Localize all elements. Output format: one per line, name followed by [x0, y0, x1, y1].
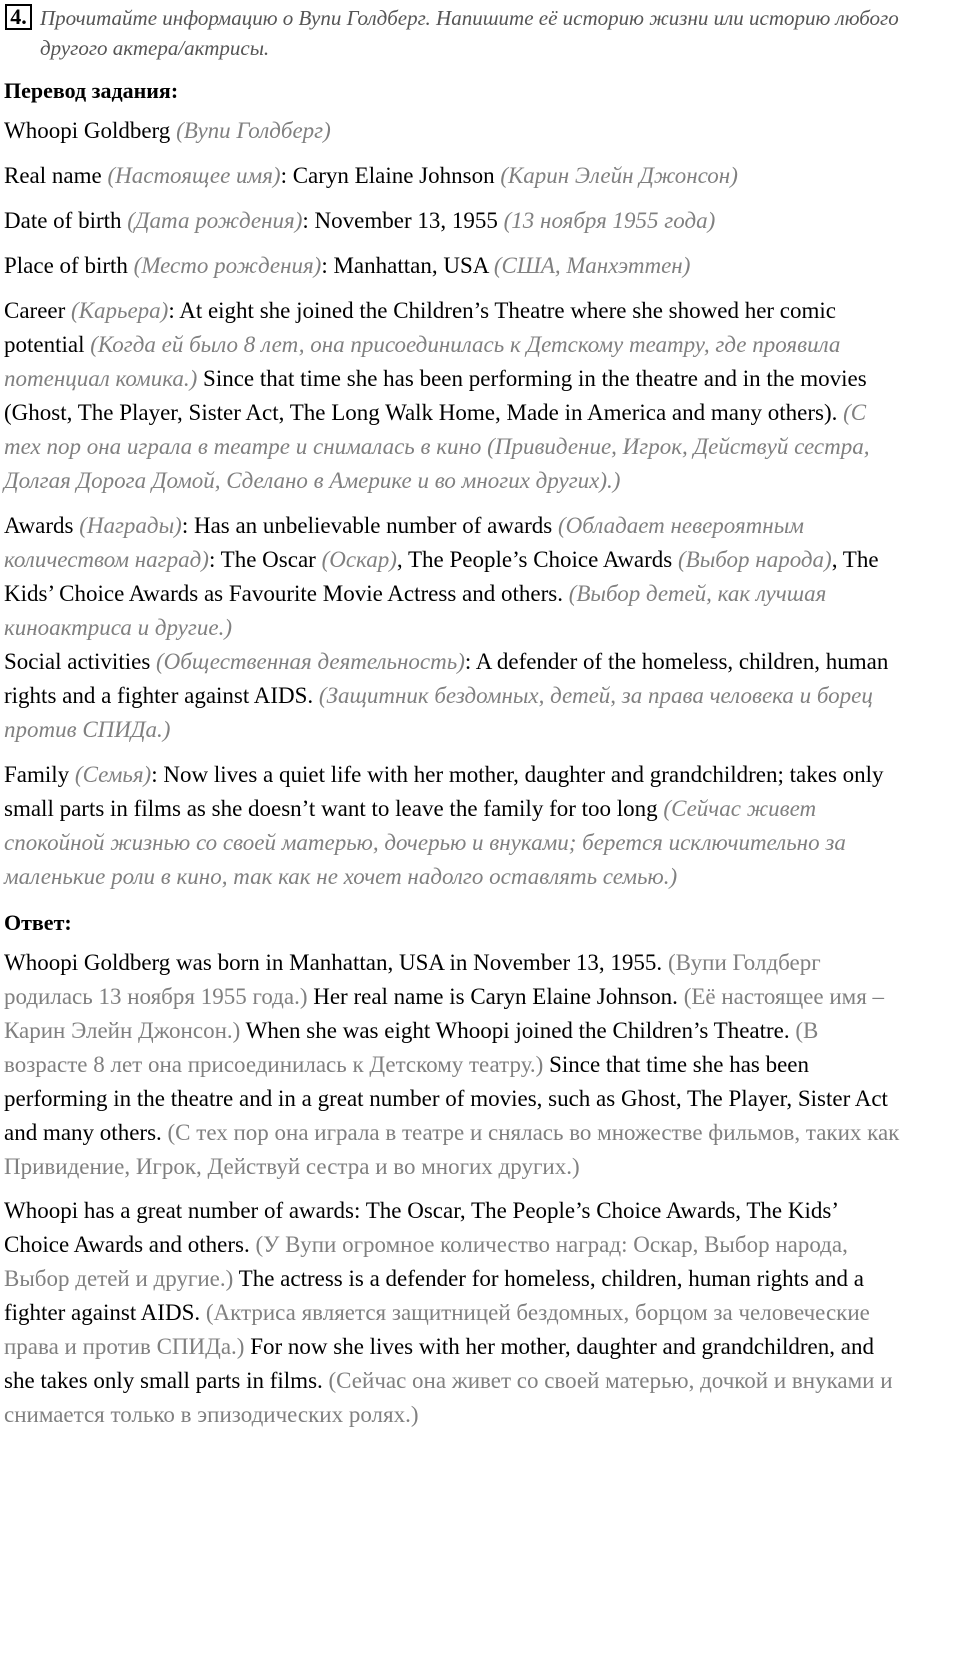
fact-awards-t3-ru: (Выбор народа) — [678, 547, 832, 572]
fact-family-text: Now lives a quiet life with her mother, daughter and grandchildren; takes only small parts in films as she doesn’t want to leave the family for too long — [4, 762, 884, 821]
answer-sentence: Since that time she has been performing in the theatre and in a great number of movies, such as Ghost, The Player, Sister Act and many others. — [4, 1052, 888, 1145]
exercise-page — [4, 0, 904, 1442]
fact-awards-label: Awards — [4, 513, 74, 538]
fact-awards-t3: , The People’s Choice Awards — [396, 547, 673, 572]
fact-real-name-label: Real name — [4, 163, 102, 188]
answer-sentence-ru: (Её настоящее имя – Карин Элейн Джонсон.) — [4, 984, 885, 1043]
fact-awards-t2-ru: (Оскар) — [321, 547, 397, 572]
answer-paragraph-1 — [4, 946, 904, 1184]
answer-sentence-ru: (Вупи Голдберг родилась 13 ноября 1955 года.) — [4, 950, 821, 1009]
fact-career-text2-ru: (С тех пор она играла в театре и снималась в кино (Привидение, Игрок, Действуй сестра, Долгая Дорога Домой, Сделано в Америке и во многих других).) — [4, 400, 870, 493]
fact-awards-t4-ru: (Выбор детей, как лучшая киноактриса и другие.) — [4, 581, 827, 640]
fact-career — [4, 294, 904, 498]
fact-awards-label-ru: (Награды) — [79, 513, 182, 538]
fact-date-of-birth — [4, 204, 904, 238]
answer-sentence-ru: (Актриса является защитницей бездомных, борцом за человеческие права и против СПИДа.) — [4, 1300, 870, 1359]
answer-paragraph-2 — [4, 1194, 904, 1432]
fact-career-label-ru: (Карьера) — [71, 298, 169, 323]
answer-sentence: When she was eight Whoopi joined the Children’s Theatre. — [245, 1018, 790, 1043]
fact-career-text1: At eight she joined the Children’s Theatre where she showed her comic potential — [4, 298, 837, 357]
separator: : — [464, 649, 476, 674]
fact-awards-t2: : The Oscar — [208, 547, 316, 572]
separator: : — [321, 253, 334, 278]
fact-social-label: Social activities — [4, 649, 151, 674]
fact-dob-value-ru: (13 ноября 1955 года) — [503, 208, 716, 233]
answer-sentence-ru: (Сейчас она живет со своей матерью, дочкой и внуками и снимается только в эпизодических ролях.) — [4, 1368, 893, 1427]
fact-family — [4, 758, 904, 894]
separator: : — [302, 208, 315, 233]
separator: : — [151, 762, 164, 787]
fact-pob-label-ru: (Место рождения) — [133, 253, 322, 278]
answer-sentence: Her real name is Caryn Elaine Johnson. — [313, 984, 678, 1009]
answer-sentence: Whoopi has a great number of awards: The Oscar, The People’s Choice Awards, The Kids’ Choice Awards and others. — [4, 1198, 838, 1257]
fact-social-label-ru: (Общественная деятельность) — [156, 649, 465, 674]
fact-career-text2: Since that time she has been performing in the theatre and in the movies (Ghost, The Player, Sister Act, The Long Walk Home, Made in America and many others). — [4, 366, 867, 425]
fact-place-of-birth — [4, 249, 904, 283]
fact-name — [4, 114, 904, 148]
fact-career-label: Career — [4, 298, 66, 323]
fact-real-name — [4, 159, 904, 193]
separator: : — [181, 513, 194, 538]
fact-awards-t1: Has an unbelievable number of awards — [193, 513, 553, 538]
fact-social-activities — [4, 645, 904, 747]
fact-awards-t4: , The Kids’ Choice Awards as Favourite Movie Actress and others. — [4, 547, 879, 606]
answer-heading: Ответ: — [4, 910, 72, 935]
separator: : — [280, 163, 293, 188]
fact-dob-value: November 13, 1955 — [314, 208, 498, 233]
task-number: 4. — [5, 4, 32, 30]
fact-name-ru: (Вупи Голдберг) — [176, 118, 331, 143]
translation-heading: Перевод задания: — [4, 78, 179, 103]
fact-awards — [4, 509, 904, 645]
fact-family-label: Family — [4, 762, 70, 787]
fact-social-text-ru: (Защитник бездомных, детей, за права человека и борец против СПИДа.) — [4, 683, 873, 742]
answer-sentence: The actress is a defender for homeless, children, human rights and a fighter against AIDS. — [4, 1266, 864, 1325]
fact-pob-value-ru: (США, Манхэттен) — [493, 253, 691, 278]
answer-sentence-ru: (У Вупи огромное количество наград: Оскар, Выбор народа, Выбор детей и другие.) — [4, 1232, 848, 1291]
answer-sentence: Whoopi Goldberg was born in Manhattan, USA in November 13, 1955. — [4, 950, 663, 975]
fact-real-name-value: Caryn Elaine Johnson — [292, 163, 495, 188]
fact-real-name-label-ru: (Настоящее имя) — [107, 163, 281, 188]
answer-sentence-ru: (В возрасте 8 лет она присоединилась к Детскому театру.) — [4, 1018, 819, 1077]
fact-dob-label: Date of birth — [4, 208, 122, 233]
answer-sentence-ru: (С тех пор она играла в театре и снялась во множестве фильмов, таких как Привидение, Игрок, Действуй сестра и во многих других.) — [4, 1120, 900, 1179]
fact-real-name-value-ru: (Карин Элейн Джонсон) — [500, 163, 738, 188]
fact-social-text: A defender of the homeless, children, human rights and a fighter against AIDS. — [4, 649, 889, 708]
fact-name-en: Whoopi Goldberg — [4, 118, 171, 143]
fact-awards-t1-ru: (Обладает невероятным количеством наград) — [4, 513, 804, 572]
answer-sentence: For now she lives with her mother, daughter and grandchildren, and she takes only small parts in films. — [4, 1334, 874, 1393]
fact-family-label-ru: (Семья) — [74, 762, 152, 787]
separator: : — [168, 298, 180, 323]
fact-pob-value: Manhattan, USA — [333, 253, 489, 278]
fact-pob-label: Place of birth — [4, 253, 128, 278]
task-instruction-text: Прочитайте информацию о Вупи Голдберг. Напишите её историю жизни или историю любого другого актера/актрисы. — [40, 6, 899, 60]
fact-family-text-ru: (Сейчас живет спокойной жизнью со своей матерью, дочерью и внуками; берется исключительно за маленькие роли в кино, так как не хочет надолго оставлять семью.) — [4, 796, 846, 889]
fact-dob-label-ru: (Дата рождения) — [127, 208, 303, 233]
task-instruction — [4, 0, 904, 62]
fact-career-text1-ru: (Когда ей было 8 лет, она присоединилась к Детскому театру, где проявила потенциал комика.) — [4, 332, 841, 391]
